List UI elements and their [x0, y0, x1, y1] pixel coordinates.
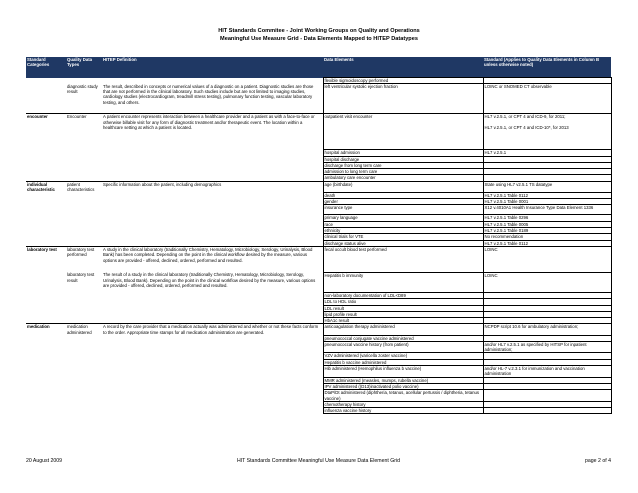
data-element-cell-text: insurance type [324, 205, 353, 211]
data-element-cell [323, 181, 483, 192]
data-element-cell-text: Hepatitis b vaccine administered [324, 359, 387, 365]
data-element-cell [323, 114, 483, 150]
header-data-elements: Data Elements [323, 57, 483, 78]
data-element-cell [323, 408, 483, 414]
data-element-cell-text: pneumococcal vaccine history (from patient) [324, 341, 409, 347]
data-element-cell [323, 341, 483, 353]
category-cell [26, 205, 66, 215]
data-element-cell-text: discharge status alive [324, 240, 366, 246]
standard-cell-text: HL7 v.2.5.1 Table 0189 [484, 228, 529, 234]
table-row [26, 246, 611, 272]
standard-cell-text: HL7 v.2.5.1 Table 0005 [484, 221, 529, 227]
category-cell [26, 324, 66, 335]
data-element-cell-text: Hepatitis b immunity [324, 272, 364, 278]
data-element-cell-text: outpatient visit encounter [324, 114, 373, 120]
definition-cell [102, 246, 323, 272]
standard-cell [483, 84, 611, 114]
header-row [26, 57, 611, 78]
category-cell [26, 246, 66, 272]
table-row [26, 408, 611, 414]
data-element-cell-text: race [324, 221, 333, 227]
category-cell [26, 390, 66, 402]
data-element-cell-text: flexible sigmoidoscopy performed [324, 78, 389, 83]
standard-cell-text: HL7 v.2.5.1 Table 0001 [484, 199, 529, 205]
table-row [26, 272, 611, 292]
data-element-cell-text: ethnicity [324, 228, 341, 234]
definition-cell-text: A record by the care provider that a medication actually was administered and whether or not these facts conform to the order. Appropriate time stamps for all medication administration are generated. [103, 324, 319, 335]
category-cell [26, 341, 66, 353]
standard-cell-text: HL7 v.2.5.1 Table 0112 [484, 192, 528, 198]
standard-cell [483, 324, 611, 335]
table-row [26, 205, 611, 215]
quality-data-type-cell-text: Encounter [67, 114, 87, 120]
data-element-cell-text: influenza vaccine history [324, 408, 372, 414]
standard-cell [483, 205, 611, 215]
data-element-cell-text: lipid profile result [324, 311, 357, 317]
definition-cell [102, 341, 323, 353]
category-cell-text: individual characteristic [27, 181, 55, 193]
quality-data-type-cell [66, 181, 102, 192]
data-element-cell-text: clinical trials for VTE [324, 234, 364, 240]
data-element-cell-text: ambulatory care encounter [324, 175, 376, 181]
standard-cell [483, 390, 611, 402]
quality-data-type-cell-text: patient characteristics [67, 181, 95, 193]
definition-cell [102, 324, 323, 335]
definition-cell [102, 408, 323, 414]
standard-cell [483, 181, 611, 192]
table-row [26, 114, 611, 150]
definition-cell [102, 205, 323, 215]
data-element-grid [26, 57, 612, 414]
quality-data-type-cell-text: medication administered [67, 324, 92, 335]
standard-cell [483, 366, 611, 378]
definition-cell-text: A patient encounter represents interaction between a healthcare provider and a patient as with a face-to-face or otherwise billable visit for any form of diagnostic treatment and/or therapeutic event. The location within a healthcare setting at which a patient is located. [103, 114, 315, 130]
quality-data-type-cell-text: diagnostic study result [67, 83, 98, 95]
category-cell [26, 366, 66, 378]
data-element-cell-text: VZV administered (varicella zoster vaccine) [324, 353, 408, 359]
data-element-cell-text: LDL result [324, 305, 344, 311]
data-element-cell [323, 205, 483, 215]
table-row [26, 390, 611, 402]
data-element-cell-text: non-laboratory documentation of LDL<D89 [324, 292, 406, 298]
standard-cell-text: No recommendation [484, 234, 524, 240]
category-cell-text: encounter [27, 114, 48, 120]
quality-data-type-cell [66, 114, 102, 150]
category-cell-text: laboratory test [27, 246, 57, 252]
category-cell [26, 272, 66, 292]
definition-cell [102, 181, 323, 192]
header-quality-data-types: Quality Data Types [66, 57, 102, 78]
standard-cell-text: and/or HL-7 v.2.3.1 for immunization and vaccination administration [484, 366, 585, 377]
standard-cell [483, 408, 611, 414]
table-row [26, 324, 611, 335]
standard-cell-text: State using HL7 v2.5.1 TS datatype [484, 181, 553, 187]
category-cell-text: medication [27, 324, 50, 330]
category-cell [26, 84, 66, 114]
standard-cell-text: X12 v.4010A1 Health Insurance Type Data Element 1336 [484, 205, 594, 211]
footer-date: 20 August 2009 [26, 458, 63, 464]
definition-cell [102, 366, 323, 378]
definition-cell [102, 114, 323, 150]
standard-cell [483, 246, 611, 272]
quality-data-type-cell [66, 84, 102, 114]
standard-cell-text: LOINC [484, 272, 498, 278]
quality-data-type-cell [66, 324, 102, 335]
data-element-cell [323, 272, 483, 292]
data-element-cell-text: HbA1c result [324, 318, 350, 324]
data-element-cell-text: IPV administered ((D13)inactivated polio vaccine) [324, 383, 419, 389]
footer-title: HIT Standards Committee Meaningful Use Measure Data Element Grid [236, 458, 401, 464]
standard-cell [483, 272, 611, 292]
data-element-cell-text: primary language [324, 215, 358, 221]
data-element-cell-text: pneumococcal conjugate vaccine administered [324, 335, 414, 341]
table-row [26, 84, 611, 114]
standard-cell-text: HL7 v.2.5.1 Table 0112 [484, 240, 528, 246]
definition-cell-text: Specific information about the patient, including demographics [103, 181, 222, 187]
quality-data-type-cell [66, 272, 102, 292]
data-element-cell-text: MMR administered (measles, mumps, rubella vaccine) [324, 377, 429, 383]
data-element-cell-text: LDL to HDL ratio [324, 299, 357, 305]
definition-cell-text: A study in the clinical laboratory (traditionally Chemistry, Hematology, Microbiology, Serology, Urinalysis, Blood Bank) has been completed. Depending on the point in the clinical workflow desired by the measure, various options are provided - offered, declined, ordered, performed and resulted. [103, 246, 313, 263]
standard-cell-text: and/or HL7 v.2.5.1 as specified by HITSP for inpatient administration; [484, 341, 587, 353]
category-cell [26, 408, 66, 414]
quality-data-type-cell-text: laboratory test performed [67, 246, 95, 258]
header-category: Standard Categories [26, 57, 66, 78]
title-line-2: Meaningful Use Measure Grid - Data Elements Mapped to HITEP Datatypes [220, 35, 418, 42]
data-element-cell [323, 366, 483, 378]
definition-cell [102, 390, 323, 402]
standard-cell [483, 114, 611, 150]
standard-cell-text-2: HL7 v.2.5.1, or CPT 4 and ICD-10*, for 2013 [484, 124, 569, 130]
table-row [26, 341, 611, 353]
page-title [0, 28, 638, 43]
quality-data-type-cell [66, 408, 102, 414]
standard-cell-text: HL7 v.2.5.1 Table 0296 [484, 215, 529, 221]
header-standard: Standard (Applies to Quality Data Elements in Column B unless otherwise noted) [483, 57, 611, 78]
data-element-cell-text: hospital discharge [324, 156, 360, 162]
quality-data-type-cell-text: laboratory test result [67, 272, 95, 283]
standard-cell-text: NCPDP script 10.6 for ambulatory administration; [484, 324, 579, 330]
definition-cell [102, 84, 323, 114]
quality-data-type-cell [66, 246, 102, 272]
standard-cell-text: LOINC [484, 246, 498, 252]
data-element-cell-text: hospital admission [324, 150, 360, 156]
data-element-cell-text: discharge from long term care [324, 162, 382, 168]
standard-cell-text: HL7 v.2.5.1, or CPT 4 and ICD-9, for 2011; [484, 114, 566, 120]
category-cell [26, 114, 66, 150]
title-line-1: HIT Standards Commitee - Joint Working Groups on Quality and Operations [218, 28, 420, 34]
standard-cell-text: HL7 v.2.5.1 [484, 150, 507, 156]
header-hitep-definition: HITEP Definition [102, 57, 323, 78]
quality-data-type-cell [66, 390, 102, 402]
data-element-cell-text: age (birthdate) [324, 181, 353, 187]
data-element-cell-text: left ventricular systolic ejection fraction [324, 84, 398, 90]
data-element-cell-text: admission to long term care [324, 169, 378, 175]
quality-data-type-cell [66, 205, 102, 215]
quality-data-type-cell [66, 366, 102, 378]
data-element-cell [323, 390, 483, 402]
data-element-cell [323, 324, 483, 335]
data-element-cell-text: anticoagulation therapy administered [324, 324, 395, 330]
footer-page-number: page 2 of 4 [585, 458, 611, 464]
data-element-cell [323, 246, 483, 272]
category-cell [26, 181, 66, 192]
data-element-cell-text: Hib administered (Hemophilus influenza b vaccine) [324, 366, 422, 372]
standard-cell-text: LOINC or SNOMED CT observable [484, 84, 552, 90]
standard-cell [483, 341, 611, 353]
data-element-cell-text: DtaP/Dt administered (diphtheria, tetanus, acellular pertussis / diphtheria, tetanus vaccine) [324, 390, 480, 401]
definition-cell-text: The result of a study in the clinical laboratory (traditionally Chemistry, Hematology, Microbiology, Serology, Urinalysis, Blood Bank). Depending on the point in the clinical workflow desired by the measure, various options are provided - offered, declined, ordered, performed and resulted. [103, 272, 316, 289]
table-row [26, 366, 611, 378]
data-element-cell-text: fecal occult blood test performed [324, 246, 387, 252]
data-element-cell-text: death [324, 192, 336, 198]
definition-cell-text: The result, described in concepts or numerical values of a diagnostic on a patient. Diagnostic studies are those that are not performed in the clinical laboratory. Such studies include but are not limited to imaging studies, cardiology studies (electrocardiogram, treadmill stress testing), pulmonary function testing, vascular laboratory testing, and others. [103, 83, 314, 105]
table-row [26, 181, 611, 192]
data-element-cell [323, 84, 483, 114]
data-element-cell-text: gender [324, 199, 338, 205]
definition-cell [102, 272, 323, 292]
data-element-cell-text: chemotherapy history [324, 401, 366, 407]
quality-data-type-cell [66, 341, 102, 353]
